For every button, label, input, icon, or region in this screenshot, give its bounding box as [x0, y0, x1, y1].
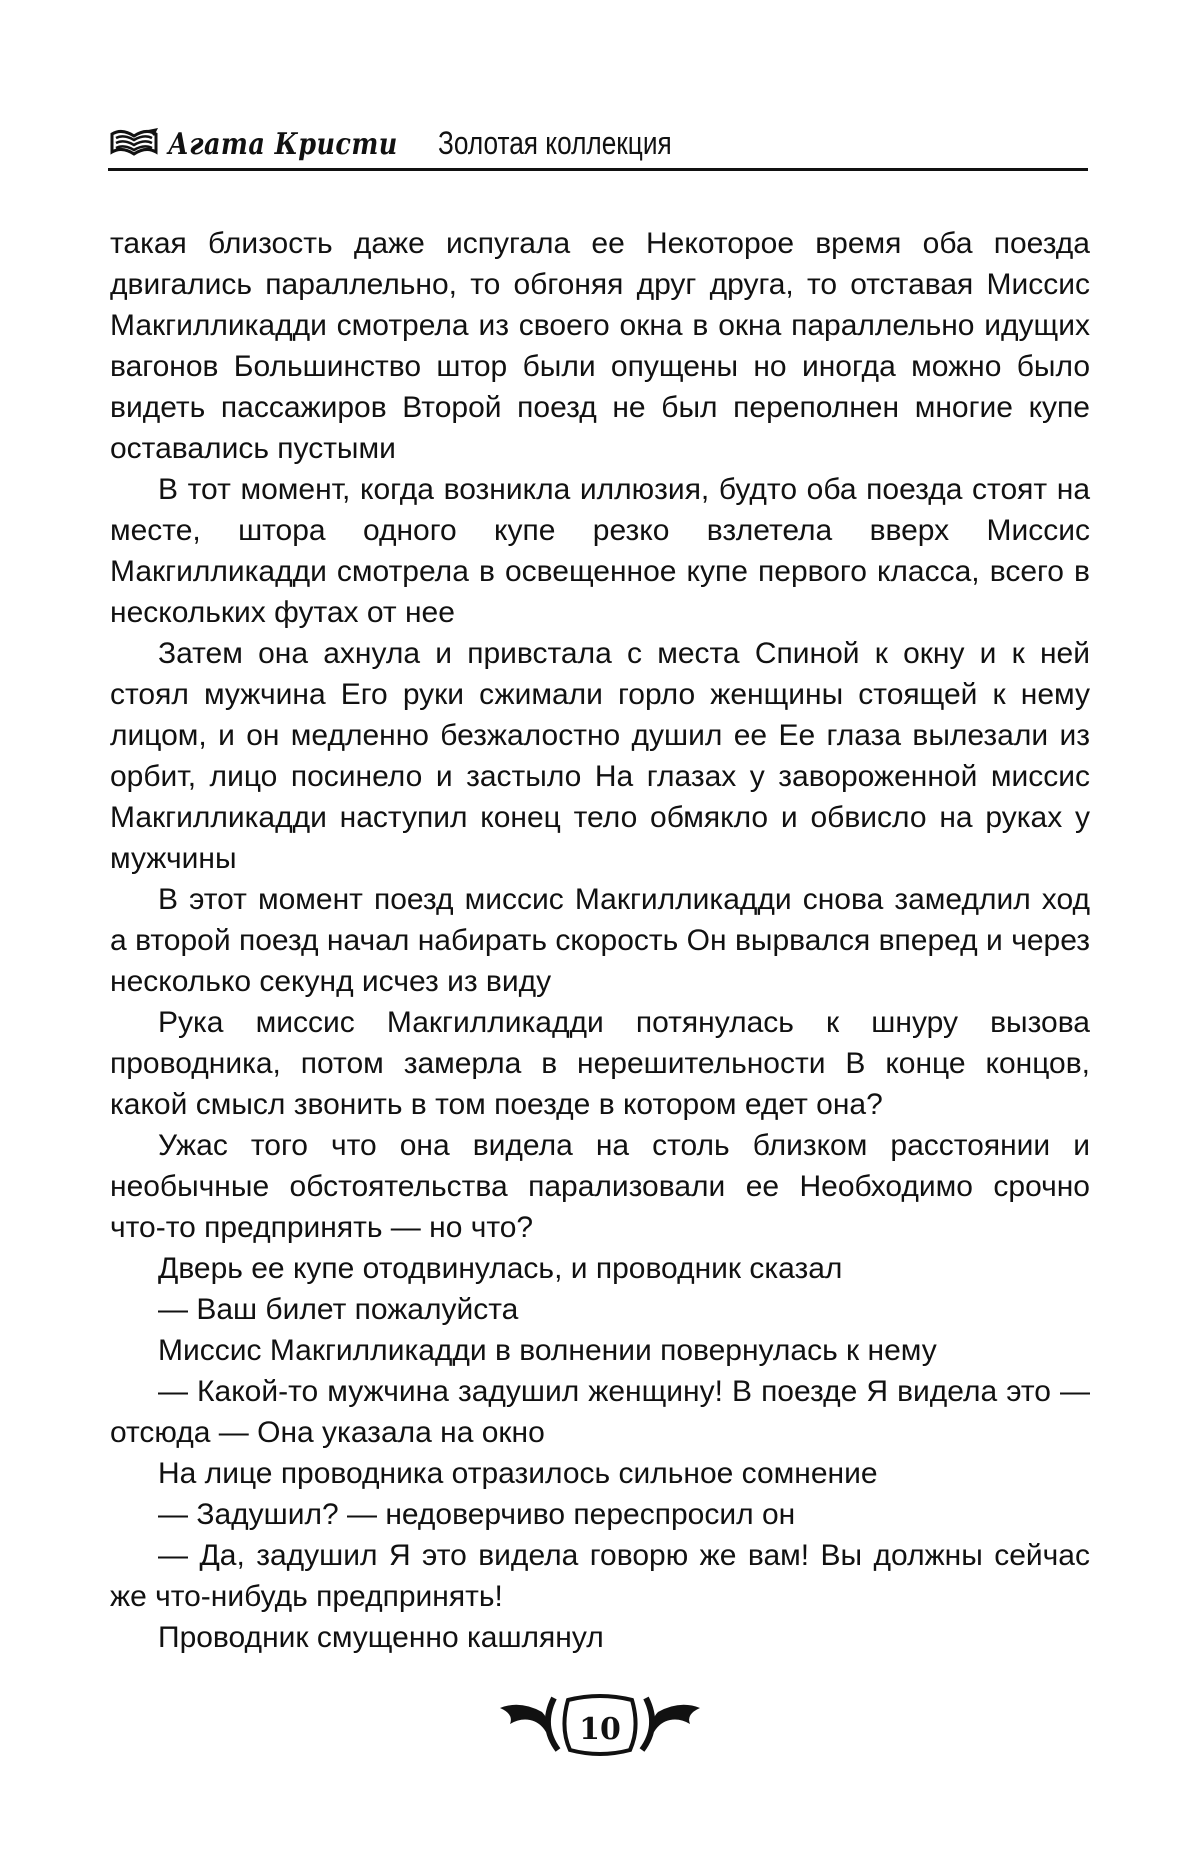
book-emblem-icon — [108, 126, 160, 160]
paragraph: На лице проводника отразилось сильное сомнение — [158, 1457, 878, 1490]
paragraph: Миссис Макгилликадди в волнении повернулась к нему — [158, 1334, 937, 1367]
paragraph: Рука миссис Макгилликадди потянулась к шнуру вызова проводника, потом замерла в нерешительности В конце концов, какой смысл звонить в том поезде в котором едет она? — [110, 1006, 1090, 1121]
book-series-title: Золотая коллекция — [438, 125, 672, 161]
page-text — [110, 223, 1090, 1658]
running-header — [108, 122, 1088, 171]
paragraph: — Задушил? — недоверчиво переспросил он — [158, 1498, 796, 1531]
book-author: Агата Кристи — [168, 127, 398, 162]
paragraph: Проводник смущенно кашлянул — [158, 1621, 604, 1654]
paragraph: такая близость даже испугала ее Некоторое время оба поезда двигались параллельно, то обгоняя друг друга, то отставая Миссис Макгилликадди смотрела из своего окна в окна параллельно идущих вагонов Большинство штор были опущены но иногда можно было видеть пассажиров Второй поезд не был переполнен многие купе оставались пустыми — [110, 227, 1090, 465]
paragraph: В тот момент, когда возникла иллюзия, будто оба поезда стоят на месте, штора одного купе резко взлетела вверх Миссис Макгилликадди смотрела в освещенное купе первого класса, всего в нескольких футах от нее — [110, 473, 1090, 629]
paragraph: — Какой-то мужчина задушил женщину! В поезде Я видела это — отсюда — Она указала на окно — [110, 1375, 1090, 1449]
page-number-badge — [480, 1690, 720, 1760]
page-footer — [0, 1690, 1200, 1760]
paragraph: — Да, задушил Я это видела говорю же вам! Вы должны сейчас же что-нибудь предпринять! — [110, 1539, 1090, 1613]
paragraph: Дверь ее купе отодвинулась, и проводник сказал — [158, 1252, 843, 1285]
paragraph: Затем она ахнула и привстала с места Спиной к окну и к ней стоял мужчина Его руки сжимали горло женщины стоящей к нему лицом, и он медленно безжалостно душил ее Ее глаза вылезали из орбит, лицо посинело и застыло На глазах у завороженной миссис Макгилликадди наступил конец тело обмякло и обвисло на руках у мужчины — [110, 637, 1090, 875]
paragraph: В этот момент поезд миссис Макгилликадди снова замедлил ход а второй поезд начал набирать скорость Он вырвался вперед и через несколько секунд исчез из виду — [110, 883, 1090, 998]
page-number: 10 — [579, 1712, 621, 1747]
paragraph: — Ваш билет пожалуйста — [158, 1293, 519, 1326]
paragraph: Ужас того что она видела на столь близком расстоянии и необычные обстоятельства парализовали ее Необходимо срочно что-то предпринять — но что? — [110, 1129, 1090, 1244]
